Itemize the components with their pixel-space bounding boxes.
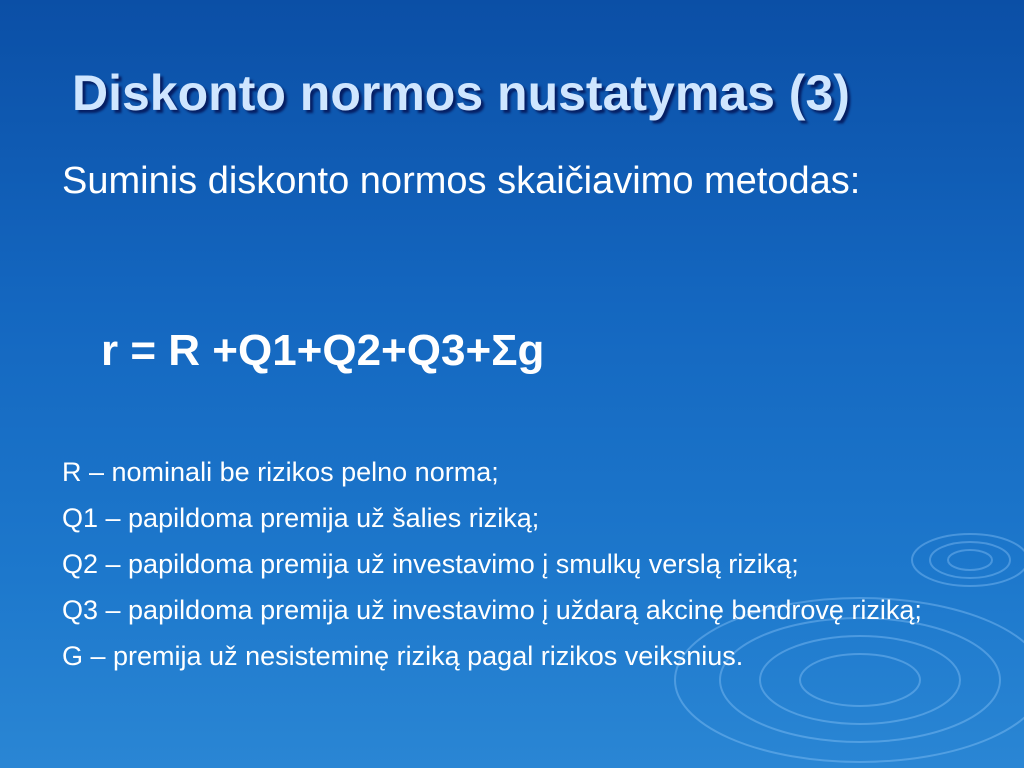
definition-g: G – premija už nesisteminę riziką pagal rizikos veiksnius. bbox=[62, 641, 744, 671]
definition-q3: Q3 – papildoma premija už investavimo į uždarą akcinę bendrovę riziką; bbox=[62, 595, 922, 625]
slide-title: Diskonto normos nustatymas (3) bbox=[72, 65, 850, 121]
definition-q1: Q1 – papildoma premija už šalies riziką; bbox=[62, 503, 540, 533]
definition-r: R – nominali be rizikos pelno norma; bbox=[62, 457, 499, 487]
definition-q2: Q2 – papildoma premija už investavimo į smulkų verslą riziką; bbox=[62, 549, 799, 579]
method-heading: Suminis diskonto normos skaičiavimo metodas: bbox=[62, 160, 861, 202]
definitions-list bbox=[62, 456, 962, 686]
discount-rate-formula: r = R +Q1+Q2+Q3+Σg bbox=[101, 326, 545, 375]
